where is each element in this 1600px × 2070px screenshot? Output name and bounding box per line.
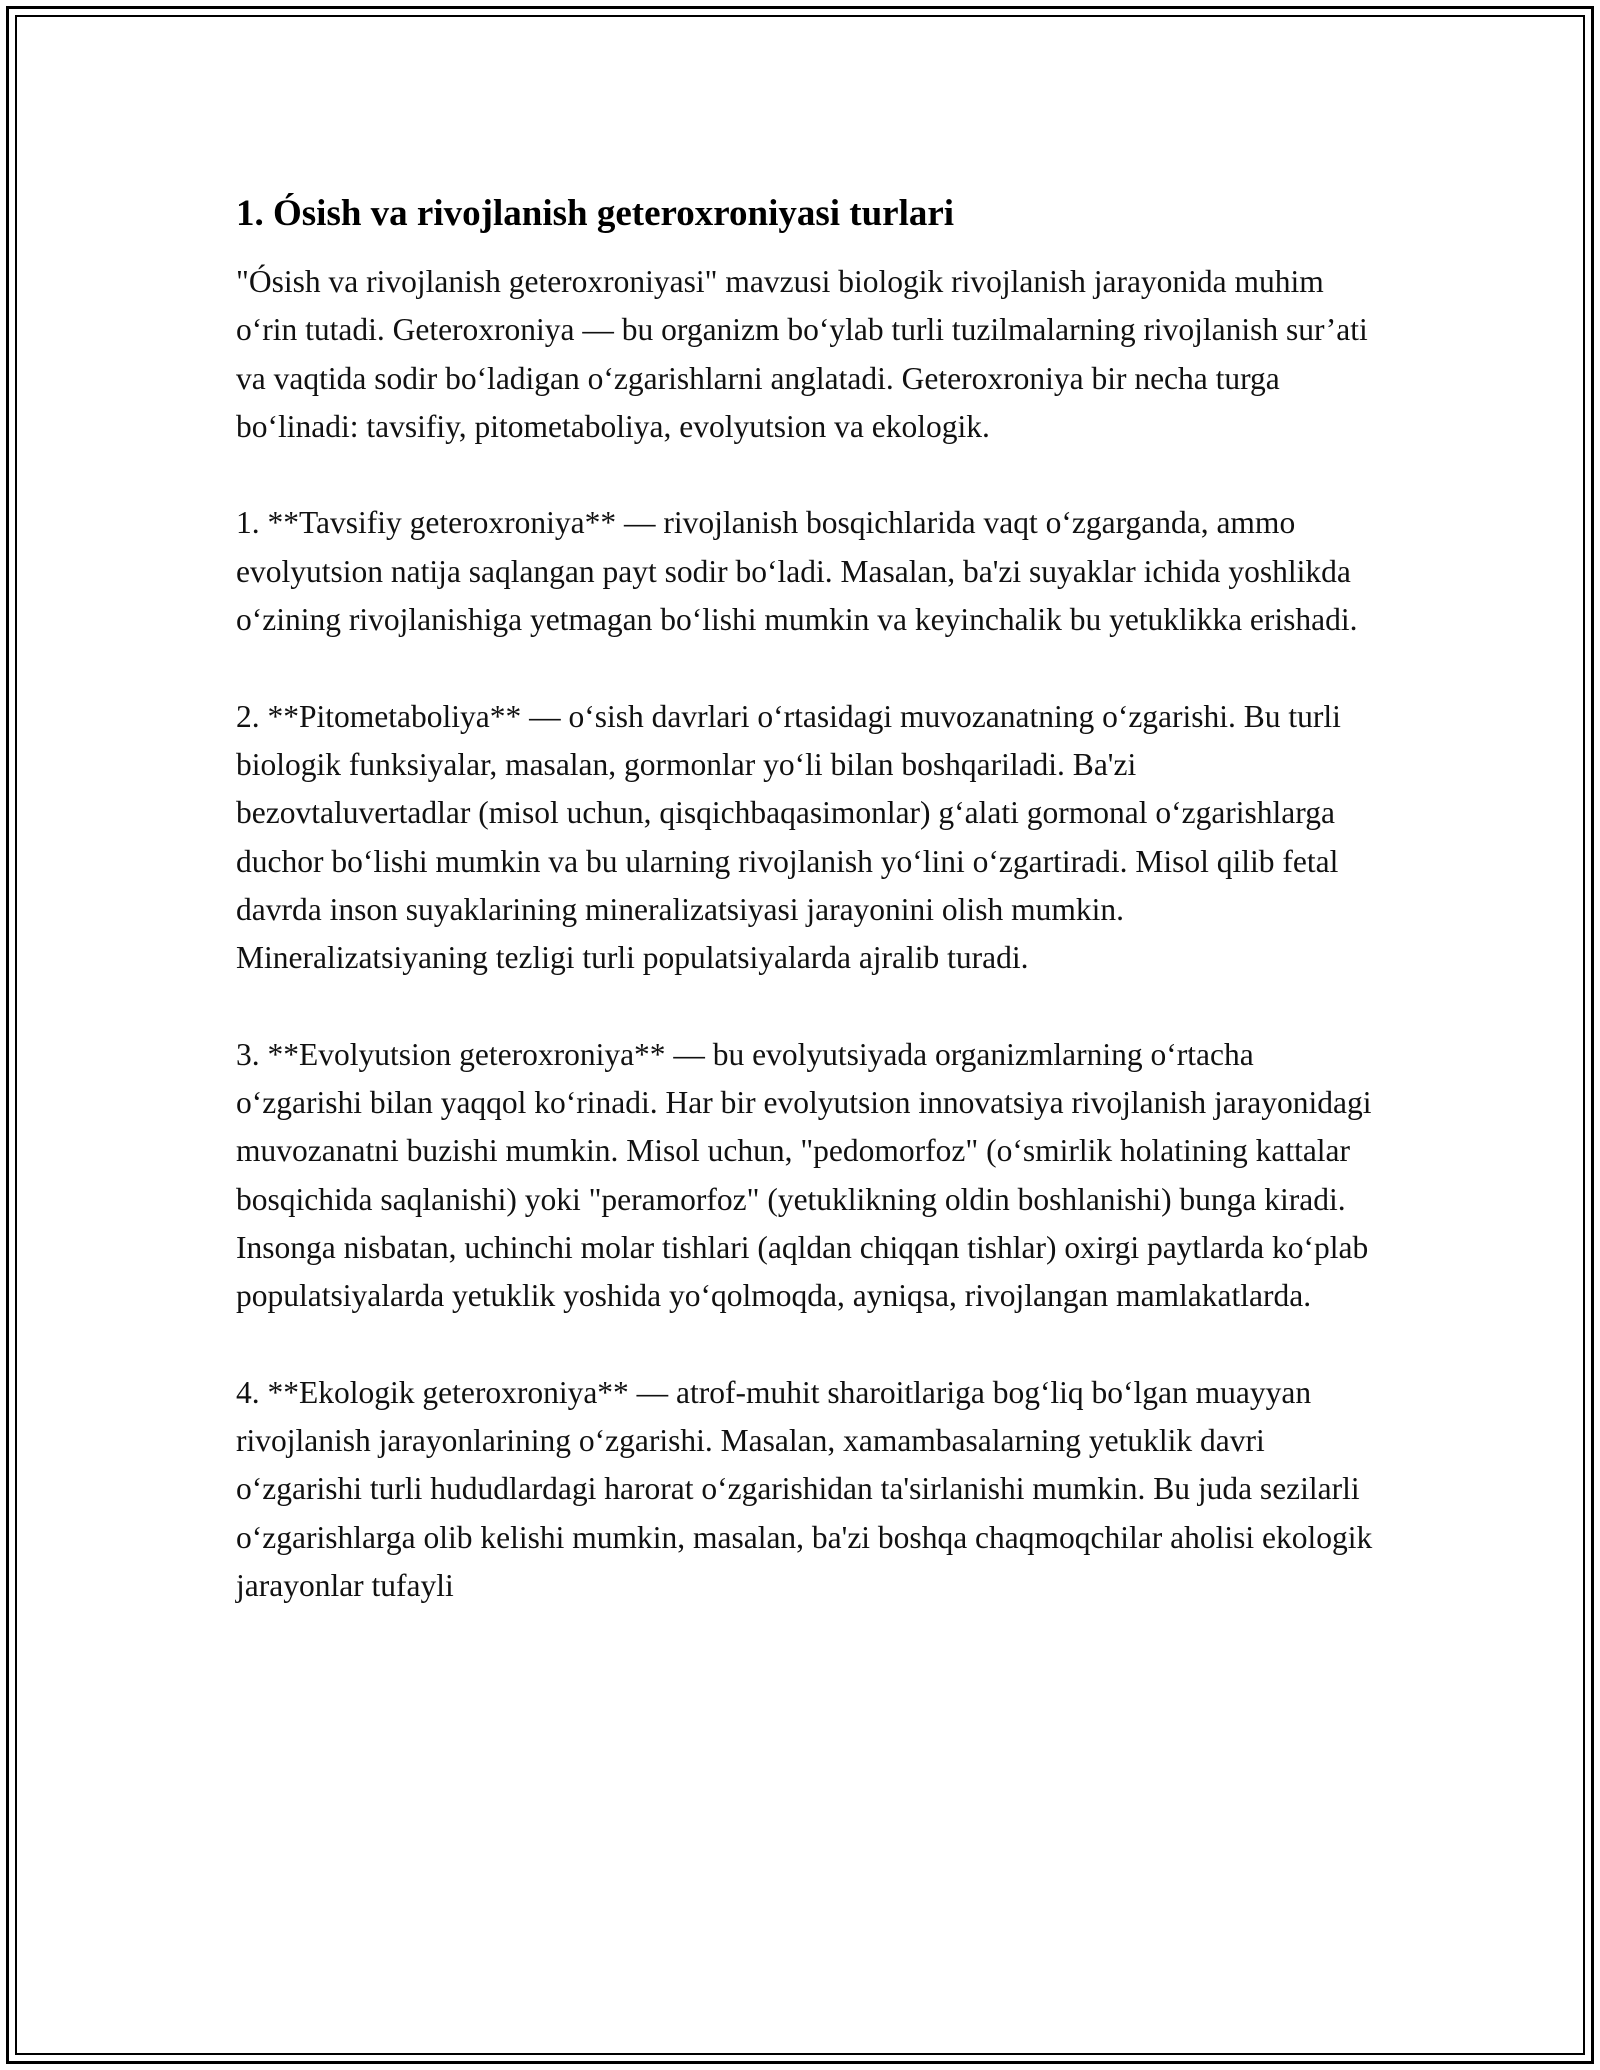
paragraph-descriptive-heterochrony: 1. **Tavsifiy geteroxroniya** — rivojlanish bosqichlarida vaqt o‘zgarganda, ammo evolyutsion natija saqlangan payt sodir bo‘ladi. Masalan, ba'zi suyaklar ichida yoshlikda o‘zining rivojlanishiga yetmagan bo‘lishi mumkin va keyinchalik bu yetuklikka erishadi. xyxy=(236,505,1358,638)
paragraph-pitometabolism: 2. **Pitometaboliya** — o‘sish davrlari o‘rtasidagi muvozanatning o‘zgarishi. Bu turli biologik funksiyalar, masalan, gormonlar yo‘li bilan boshqariladi. Ba'zi bezovtaluvertadlar (misol uchun, qisqichbaqasimonlar) g‘alati gormonal o‘zgarishlarga duchor bo‘lishi mumkin va bu ularning rivojlanish yo‘lini o‘zgartiradi. Misol qilib fetal davrda inson suyaklarining mineralizatsiyasi jarayonini olish mumkin. Mineralizatsiyaning tezligi turli populatsiyalarda ajralib turadi. xyxy=(236,698,1341,976)
paragraph-evolutionary-heterochrony: 3. **Evolyutsion geteroxroniya** — bu evolyutsiyada organizmlarning o‘rtacha o‘zgarishi bilan yaqqol ko‘rinadi. Har bir evolyutsion innovatsiya rivojlanish jarayonidagi muvozanatni buzishi mumkin. Misol uchun, "pedomorfoz" (o‘smirlik holatining kattalar bosqichida saqlanishi) yoki "peramorfoz" (yetuklikning oldin boshlanishi) bunga kiradi. Insonga nisbatan, uchinchi molar tishlari (aqldan chiqqan tishlar) oxirgi paytlarda ko‘plab populatsiyalarda yetuklik yoshida yo‘qolmoqda, ayniqsa, rivojlangan mamlakatlarda. xyxy=(236,1036,1372,1314)
intro-paragraph: "Ósish va rivojlanish geteroxroniyasi" mavzusi biologik rivojlanish jarayonida muhim o‘rin tutadi. Geteroxroniya — bu organizm bo‘ylab turli tuzilmalarning rivojlanish sur’ati va vaqtida sodir bo‘ladigan o‘zgarishlarni anglatadi. Geteroxroniya bir necha turga bo‘linadi: tavsifiy, pitometaboliya, evolyutsion va ekologik. xyxy=(236,264,1368,444)
document-title: 1. Ósish va rivojlanish geteroxroniyasi turlari xyxy=(236,193,955,234)
document-body xyxy=(236,188,1376,1659)
paragraph-ecological-heterochrony: 4. **Ekologik geteroxroniya** — atrof-muhit sharoitlariga bog‘liq bo‘lgan muayyan rivojlanish jarayonlarining o‘zgarishi. Masalan, xamambasalarning yetuklik davri o‘zgarishi turli hududlardagi harorat o‘zgarishidan ta'sirlanishi mumkin. Bu juda sezilarli o‘zgarishlarga olib kelishi mumkin, masalan, ba'zi boshqa chaqmoqchilar aholisi ekologik jarayonlar tufayli xyxy=(236,1374,1373,1604)
